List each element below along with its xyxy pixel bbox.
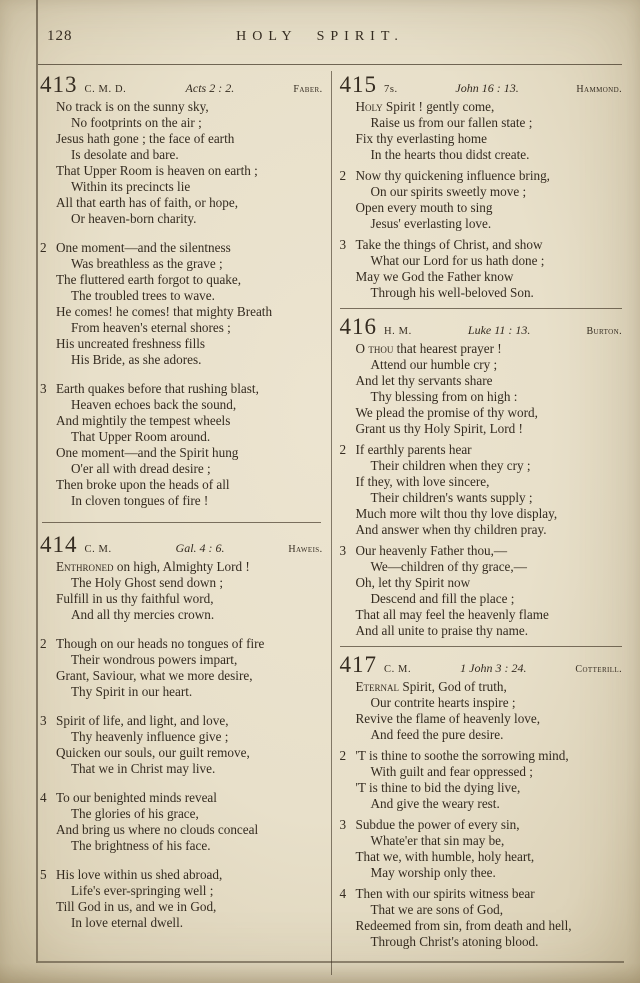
hymn-number: 417: [339, 652, 377, 677]
verse-number: 2: [339, 442, 347, 457]
verse-line: May we God the Father know: [355, 269, 514, 284]
hymn-scripture-ref: 1 John 3 : 24.: [460, 661, 527, 675]
verse-line: Descend and fill the place ;: [370, 591, 515, 606]
verse-line: O'er all with dread desire ;: [71, 461, 211, 476]
hymn-author: Haweis.: [288, 544, 323, 555]
verse: [340, 341, 623, 437]
line-text: Spirit ! gently come,: [382, 99, 495, 114]
hymn-number: 413: [40, 72, 78, 97]
verse-line: Thy blessing from on high :: [370, 389, 518, 404]
hymn-meter: C. M.: [84, 544, 112, 555]
verse-line: Is desolate and bare.: [71, 147, 179, 162]
verse-line: Grant, Saviour, what we more desire,: [56, 668, 253, 683]
lead-smallcaps: Eternal: [355, 679, 400, 694]
verse-line: No track is on the sunny sky,: [56, 99, 209, 114]
verse-line: And all thy mercies crown.: [71, 607, 215, 622]
verse-number: 3: [339, 817, 347, 832]
verse-line: To our benighted minds reveal: [56, 790, 217, 805]
verse-line: Quicken our souls, our guilt remove,: [56, 745, 250, 760]
verse-number: 4: [339, 886, 347, 901]
verse-number: 3: [339, 237, 347, 252]
page-title: HOLY SPIRIT.: [236, 29, 404, 44]
verse-number: 3: [339, 543, 347, 558]
verse-number: 4: [40, 790, 47, 805]
hymn-413: [40, 73, 323, 509]
lead-smallcaps: Holy: [355, 99, 383, 114]
verse: [40, 99, 323, 227]
verse-line: Within its precincts lie: [71, 179, 191, 194]
verse: [40, 381, 323, 509]
verse-line: One moment—and the silentness: [56, 240, 231, 255]
hymn-heading: [40, 533, 323, 556]
verse-line: Till God in us, and we in God,: [56, 899, 217, 914]
verse-line: Or heaven-born charity.: [71, 211, 197, 226]
verse-line: [356, 679, 623, 695]
hymn-meter: C. M. D.: [84, 84, 127, 95]
verse-line: Fulfill in us thy faithful word,: [56, 591, 214, 606]
verse: [340, 886, 623, 950]
verse-number: 2: [40, 240, 47, 255]
verse-line: Though on our heads no tongues of fire: [56, 636, 265, 651]
hymn-number: 415: [339, 72, 377, 97]
verse-line: His Bride, as she adores.: [71, 352, 202, 367]
verse-line: All that earth has of faith, or hope,: [56, 195, 239, 210]
verse-line: The glories of his grace,: [71, 806, 199, 821]
hymn-author: Hammond.: [576, 84, 622, 95]
verse-line: [356, 341, 623, 357]
verse-line: Jesus' everlasting love.: [370, 216, 492, 231]
verse-line: Earth quakes before that rushing blast,: [56, 381, 259, 396]
verse: [340, 442, 623, 538]
verse: [340, 99, 623, 163]
verse-line: In cloven tongues of fire !: [71, 493, 209, 508]
verse-line: One moment—and the Spirit hung: [56, 445, 239, 460]
verse-number: 2: [339, 168, 347, 183]
hymn-heading: [40, 73, 323, 96]
hymn-scripture-ref: Acts 2 : 2.: [185, 81, 235, 95]
verse-line: Whate'er that sin may be,: [370, 833, 505, 848]
line-text: that hearest prayer !: [393, 341, 502, 356]
verse-line: Oh, let thy Spirit now: [355, 575, 471, 590]
verse-line: That Upper Room around.: [71, 429, 211, 444]
verse-line: That we in Christ may live.: [71, 761, 216, 776]
hymn-author: Faber.: [293, 84, 323, 95]
verse-line: Their children's wants supply ;: [370, 490, 533, 505]
hymn-divider: [42, 522, 321, 523]
verse-line: Raise us from our fallen state ;: [370, 115, 533, 130]
verse-line: We plead the promise of thy word,: [355, 405, 538, 420]
verse-line: His love within us shed abroad,: [56, 867, 223, 882]
lead-smallcaps: O thou: [355, 341, 394, 356]
verse-line: From heaven's eternal shores ;: [71, 320, 231, 335]
verse-line: Grant us thy Holy Spirit, Lord !: [355, 421, 523, 436]
verse: [40, 636, 323, 700]
hymn-scripture-ref: John 16 : 13.: [455, 81, 519, 95]
verse-line: Our heavenly Father thou,—: [355, 543, 508, 558]
hymn-author: Cotterill.: [575, 664, 622, 675]
verse-line: And bring us where no clouds conceal: [56, 822, 259, 837]
hymn-meter: C. M.: [384, 664, 412, 675]
verse-line: If earthly parents hear: [355, 442, 472, 457]
verse-line: That we are sons of God,: [370, 902, 504, 917]
verse-line: And all unite to praise thy name.: [355, 623, 528, 638]
verse-line: Fix thy everlasting home: [355, 131, 487, 146]
verse: [340, 237, 623, 301]
verse-line: The fluttered earth forgot to quake,: [56, 272, 242, 287]
verse-number: 2: [339, 748, 347, 763]
verse-number: 2: [40, 636, 47, 651]
verse-line: If they, with love sincere,: [355, 474, 490, 489]
hymn-415: [340, 73, 623, 301]
verse-line: That all may feel the heavenly flame: [355, 607, 549, 622]
hymn-414: [40, 533, 323, 931]
verse-line: We—children of thy grace,—: [370, 559, 527, 574]
verse-line: Life's ever-springing well ;: [71, 883, 214, 898]
hymn-divider: [340, 646, 623, 647]
hymn-heading: [340, 73, 623, 96]
hymn-columns: [40, 71, 622, 975]
hymn-heading: [340, 653, 623, 676]
verse: [40, 713, 323, 777]
verse-line: Then broke upon the heads of all: [56, 477, 230, 492]
column-divider: [331, 71, 332, 975]
verse-line: Much more wilt thou thy love display,: [355, 506, 558, 521]
verse-line: He comes! he comes! that mighty Breath: [56, 304, 273, 319]
verse: [340, 543, 623, 639]
hymn-divider: [340, 308, 623, 309]
hymn-number: 414: [40, 532, 78, 557]
verse-line: That we, with humble, holy heart,: [355, 849, 535, 864]
verse: [340, 679, 623, 743]
verse: [340, 817, 623, 881]
line-text: on high, Almighty Lord !: [113, 559, 250, 574]
verse-line: Was breathless as the grave ;: [71, 256, 223, 271]
verse-line: The Holy Ghost send down ;: [71, 575, 224, 590]
verse: [40, 867, 323, 931]
page-gutter-line: [36, 0, 38, 963]
verse-line: And give the weary rest.: [370, 796, 500, 811]
verse-line: Now thy quickening influence bring,: [355, 168, 550, 183]
verse-number: 5: [40, 867, 47, 882]
verse-line: 'T is thine to bid the dying live,: [355, 780, 521, 795]
verse-line: And mightily the tempest wheels: [56, 413, 231, 428]
verse-line: What our Lord for us hath done ;: [370, 253, 545, 268]
verse-line: And feed the pure desire.: [370, 727, 504, 742]
verse-line: Their wondrous powers impart,: [71, 652, 238, 667]
header-rule: [38, 64, 622, 65]
verse: [40, 240, 323, 368]
verse-line: And answer when thy children pray.: [355, 522, 547, 537]
verse-line: Heaven echoes back the sound,: [71, 397, 237, 412]
verse: [340, 168, 623, 232]
hymn-meter: 7s.: [384, 84, 398, 95]
page-number: 128: [47, 28, 73, 44]
verse-line: On our spirits sweetly move ;: [370, 184, 527, 199]
verse-line: In love eternal dwell.: [71, 915, 184, 930]
verse-line: Through his well-beloved Son.: [370, 285, 534, 300]
verse-line: May worship only thee.: [370, 865, 496, 880]
verse-line: That Upper Room is heaven on earth ;: [56, 163, 258, 178]
verse-line: No footprints on the air ;: [71, 115, 202, 130]
verse: [40, 790, 323, 854]
verse-line: Thy Spirit in our heart.: [71, 684, 193, 699]
hymn-417: [340, 653, 623, 950]
verse-line: Attend our humble cry ;: [370, 357, 498, 372]
hymn-416: [340, 315, 623, 639]
verse: [340, 748, 623, 812]
verse-line: Our contrite hearts inspire ;: [370, 695, 516, 710]
verse-line: His uncreated freshness fills: [56, 336, 206, 351]
verse-line: Spirit of life, and light, and love,: [56, 713, 229, 728]
verse-line: 'T is thine to soothe the sorrowing mind,: [355, 748, 569, 763]
verse-line: [56, 559, 323, 575]
verse-line: Redeemed from sin, from death and hell,: [355, 918, 572, 933]
hymn-heading: [340, 315, 623, 338]
verse-line: Take the things of Christ, and show: [355, 237, 543, 252]
verse-number: 3: [40, 713, 47, 728]
hymn-meter: H. M.: [384, 326, 412, 337]
verse-line: Subdue the power of every sin,: [355, 817, 520, 832]
verse-line: The troubled trees to wave.: [71, 288, 215, 303]
verse-line: Thy heavenly influence give ;: [71, 729, 229, 744]
hymn-author: Burton.: [586, 326, 622, 337]
left-column: [40, 71, 323, 975]
hymn-scripture-ref: Luke 11 : 13.: [467, 323, 531, 337]
verse-line: In the hearts thou didst create.: [370, 147, 530, 162]
right-column: [340, 71, 623, 975]
verse: [40, 559, 323, 623]
lead-smallcaps: Enthroned: [56, 559, 114, 574]
verse-line: Revive the flame of heavenly love,: [355, 711, 541, 726]
hymn-scripture-ref: Gal. 4 : 6.: [175, 541, 225, 555]
verse-line: Jesus hath gone ; the face of earth: [56, 131, 235, 146]
verse-line: Through Christ's atoning blood.: [370, 934, 539, 949]
verse-number: 3: [40, 381, 47, 396]
line-text: Spirit, God of truth,: [399, 679, 507, 694]
verse-line: Open every mouth to sing: [355, 200, 493, 215]
verse-line: Then with our spirits witness bear: [355, 886, 535, 901]
verse-line: [356, 99, 623, 115]
verse-line: And let thy servants share: [355, 373, 493, 388]
verse-line: With guilt and fear oppressed ;: [370, 764, 533, 779]
verse-line: Their children when they cry ;: [370, 458, 531, 473]
hymn-number: 416: [339, 314, 377, 339]
verse-line: The brightness of his face.: [71, 838, 211, 853]
